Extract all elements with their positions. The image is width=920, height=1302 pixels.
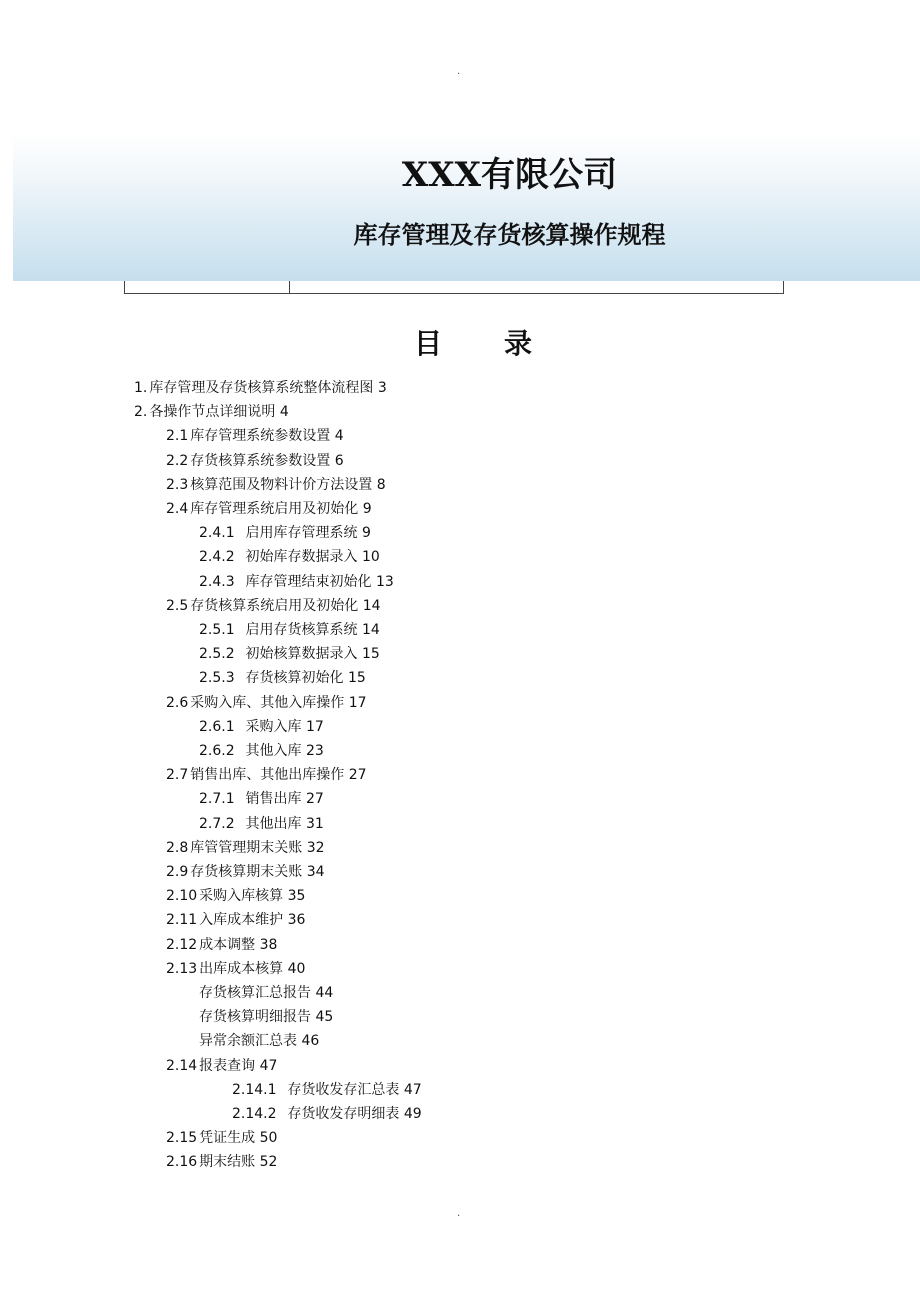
toc-entry[interactable]	[199, 668, 366, 688]
toc-entry-page: 40	[287, 960, 306, 977]
toc-entry-text: 存货核算初始化	[245, 670, 344, 687]
toc-entry-number: 2.6.1	[199, 718, 235, 735]
toc-entry[interactable]	[199, 644, 380, 664]
toc-entry[interactable]	[199, 814, 324, 834]
toc-entry-page: 9	[362, 501, 372, 517]
toc-entry[interactable]	[166, 451, 344, 471]
toc-entry[interactable]	[134, 402, 289, 422]
toc-entry-text: 出库成本核算	[199, 960, 284, 977]
toc-entry-page: 49	[403, 1106, 422, 1122]
toc-entry-text: 存货核算明细报告	[199, 1009, 311, 1026]
toc-entry-number: 2.4	[166, 501, 189, 517]
toc-entry-text: 成本调整	[199, 936, 256, 953]
toc-entry[interactable]	[166, 910, 305, 930]
toc-entry-text: 库存管理结束初始化	[245, 573, 372, 590]
toc-entry[interactable]	[166, 765, 367, 785]
toc-entry[interactable]	[166, 426, 344, 446]
toc-entry-text: 凭证生成	[199, 1130, 256, 1147]
toc-entry-number: 2.3	[166, 476, 189, 493]
toc-entry-number: 2.13	[166, 960, 198, 977]
toc-entry-page: 45	[315, 1009, 334, 1026]
toc-entry-number: 2.14	[166, 1057, 198, 1074]
toc-entry-page: 14	[361, 622, 380, 638]
toc-entry-text: 存货收发存汇总表	[287, 1081, 400, 1098]
toc-entry-text: 入库成本维护	[199, 912, 284, 929]
toc-entry-text: 库管管理期末关账	[190, 839, 303, 856]
toc-entry-page: 44	[315, 985, 334, 1001]
toc-entry-page: 50	[259, 1130, 278, 1147]
toc-entry-page: 3	[377, 380, 387, 396]
toc-entry[interactable]	[199, 741, 324, 761]
toc-entry-text: 采购入库	[245, 718, 302, 735]
toc-entry-text: 存货核算系统启用及初始化	[190, 597, 359, 614]
toc-entry-number: 2.15	[166, 1130, 198, 1147]
toc-entry-page: 27	[348, 767, 367, 784]
title-banner	[13, 133, 920, 281]
toc-entry-text: 报表查询	[199, 1057, 256, 1074]
toc-entry-number: 2.14.2	[232, 1106, 277, 1122]
toc-entry-page: 17	[305, 718, 324, 735]
toc-entry-text: 各操作节点详细说明	[149, 404, 276, 421]
toc-entry-page: 27	[305, 791, 324, 808]
header-table-divider	[289, 281, 290, 293]
toc-entry-number: 2.12	[166, 936, 198, 953]
toc-entry-page: 8	[376, 476, 386, 493]
toc-entry-text: 存货核算汇总报告	[199, 985, 311, 1001]
toc-entry-text: 其他入库	[245, 743, 302, 759]
toc-entry-number: 1.	[134, 380, 148, 396]
toc-entry-text: 采购入库、其他入库操作	[190, 694, 345, 711]
toc-entry[interactable]	[199, 523, 371, 543]
toc-entry-text: 库存管理及存货核算系统整体流程图	[149, 380, 374, 396]
toc-entry-number: 2.16	[166, 1154, 198, 1171]
toc-entry-page: 15	[347, 670, 366, 687]
toc-entry[interactable]	[199, 717, 324, 737]
toc-entry[interactable]	[166, 935, 277, 955]
toc-entry-number: 2.11	[166, 912, 198, 929]
header-table-frame	[124, 281, 784, 294]
toc-entry[interactable]	[166, 596, 381, 616]
toc-entry[interactable]	[166, 1128, 277, 1148]
toc-entry-text: 库存管理系统参数设置	[190, 428, 331, 445]
toc-entry[interactable]	[134, 378, 387, 398]
toc-entry-number: 2.7.1	[199, 791, 235, 808]
toc-entry-page: 14	[362, 597, 381, 614]
toc-entry-number: 2.5	[166, 597, 189, 614]
toc-entry-page: 13	[375, 573, 394, 590]
toc-entry-page: 4	[334, 428, 344, 445]
toc-entry-number: 2.8	[166, 839, 189, 856]
toc-entry-page: 32	[306, 839, 325, 856]
header-mark: .	[457, 66, 461, 77]
toc-entry-text: 启用库存管理系统	[245, 525, 358, 542]
toc-entry-text: 期末结账	[199, 1154, 256, 1171]
toc-entry-number: 2.7	[166, 767, 189, 784]
toc-entry[interactable]	[166, 475, 386, 495]
toc-entry[interactable]	[232, 1080, 422, 1100]
toc-entry-number: 2.14.1	[232, 1081, 277, 1098]
toc-entry[interactable]	[166, 959, 305, 979]
toc-entry-text: 初始核算数据录入	[245, 646, 358, 663]
toc-entry[interactable]	[166, 1056, 277, 1076]
toc-entry[interactable]	[199, 1007, 333, 1027]
toc-entry[interactable]	[199, 620, 380, 640]
toc-entry-number: 2.6	[166, 694, 189, 711]
toc-entry[interactable]	[166, 499, 372, 519]
toc-entry-page: 47	[259, 1057, 278, 1074]
toc-entry[interactable]	[232, 1104, 422, 1124]
toc-entry[interactable]	[199, 789, 324, 809]
toc-entry[interactable]	[166, 886, 305, 906]
toc-entry-page: 23	[305, 743, 324, 759]
toc-entry-page: 17	[348, 694, 367, 711]
toc-entry-text: 异常余额汇总表	[199, 1033, 297, 1050]
toc-entry-number: 2.5.1	[199, 622, 235, 638]
toc-entry-text: 存货核算系统参数设置	[190, 452, 331, 469]
toc-entry-text: 启用存货核算系统	[245, 622, 358, 638]
toc-entry-text: 库存管理系统启用及初始化	[190, 501, 359, 517]
toc-entry-text: 其他出库	[245, 815, 302, 832]
toc-entry-text: 存货核算期末关账	[190, 864, 303, 880]
toc-entry-number: 2.	[134, 404, 148, 421]
toc-entry-number: 2.5.3	[199, 670, 235, 687]
toc-entry-number: 2.2	[166, 452, 189, 469]
toc-entry-text: 采购入库核算	[199, 888, 284, 905]
toc-entry-page: 9	[361, 525, 371, 542]
toc-entry[interactable]	[166, 1152, 277, 1172]
toc-entry[interactable]	[199, 572, 394, 592]
toc-entry-page: 47	[403, 1081, 422, 1098]
toc-entry-number: 2.5.2	[199, 646, 235, 663]
toc-entry-text: 销售出库	[245, 791, 302, 808]
toc-entry-page: 10	[361, 549, 380, 566]
company-name: XXX有限公司	[401, 155, 618, 195]
toc-entry-text: 销售出库、其他出库操作	[190, 767, 345, 784]
toc-entry-number: 2.10	[166, 888, 198, 905]
toc-entry[interactable]	[199, 1031, 319, 1051]
toc-entry-number: 2.4.3	[199, 573, 235, 590]
toc-entry[interactable]	[199, 547, 380, 567]
toc-entry-number: 2.4.2	[199, 549, 235, 566]
toc-entry-text: 核算范围及物料计价方法设置	[190, 476, 373, 493]
footer-mark: .	[457, 1208, 461, 1219]
toc-entry-number: 2.1	[166, 428, 189, 445]
toc-entry[interactable]	[166, 862, 325, 882]
toc-entry-text: 初始库存数据录入	[245, 549, 358, 566]
toc-entry-page: 52	[259, 1154, 278, 1171]
toc-entry-number: 2.7.2	[199, 815, 235, 832]
document-subtitle: 库存管理及存货核算操作规程	[353, 220, 666, 249]
toc-entry-page: 15	[361, 646, 380, 663]
toc-entry-page: 31	[305, 815, 324, 832]
toc-entry-page: 46	[301, 1033, 320, 1050]
toc-entry-page: 34	[306, 864, 325, 880]
toc-entry-page: 4	[279, 404, 289, 421]
toc-entry-number: 2.6.2	[199, 743, 235, 759]
toc-entry[interactable]	[166, 693, 367, 713]
toc-entry-page: 6	[334, 452, 344, 469]
toc-entry-page: 36	[287, 912, 306, 929]
toc-entry-number: 2.4.1	[199, 525, 235, 542]
toc-entry-text: 存货收发存明细表	[287, 1106, 400, 1122]
toc-entry[interactable]	[199, 983, 333, 1003]
toc-entry-page: 38	[259, 936, 278, 953]
toc-entry[interactable]	[166, 838, 325, 858]
toc-title: 目录	[414, 327, 595, 360]
toc-entry-page: 35	[287, 888, 306, 905]
toc-entry-number: 2.9	[166, 864, 189, 880]
